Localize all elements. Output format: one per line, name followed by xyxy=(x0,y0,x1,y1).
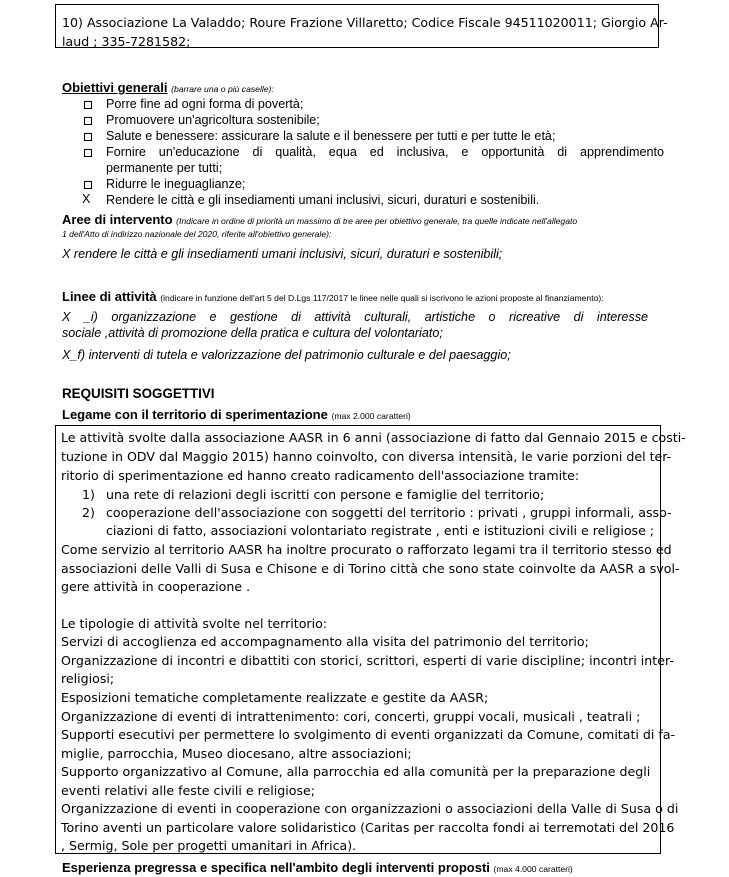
tipologie-line: Organizzazione di eventi in cooperazione con organizzazioni o associazioni della Valle di Susa o di xyxy=(61,801,679,816)
tipologie-line: Esposizioni tematiche completamente realizzate e gestite da AASR; xyxy=(61,690,489,705)
tipologie-line: religiosi; xyxy=(61,671,115,686)
requisiti-heading: REQUISITI SOGGETTIVI xyxy=(62,386,215,401)
tipologie-line: Servizi di accoglienza ed accompagnamento alla visita del patrimonio del territorio; xyxy=(61,634,589,649)
association-info-line: laud ; 335-7281582; xyxy=(62,34,191,49)
obiettivi-title: Obiettivi generali xyxy=(62,80,168,95)
aree-note-continued: 1 dell'Atto di indirizzo nazionale del 2020, riferite all'obiettivo generale): xyxy=(62,229,332,239)
tipologie-line: Supporti esecutivi per permettere lo svolgimento di eventi organizzati da Comune, comitati di fa- xyxy=(61,727,676,742)
legame-line: tuzione in ODV dal Maggio 2015) hanno coinvolto, con diversa intensità, le varie porzioni del ter- xyxy=(61,449,672,464)
esperienza-heading xyxy=(62,860,573,875)
tipologie-line: , Sermig, Sole per progetti umanitari in Africa). xyxy=(61,838,357,853)
obiettivo-item: Promuovere un'agricoltura sostenibile; xyxy=(106,113,320,127)
list-item-continued: ciazioni di fatto, associazioni volontariato registrate , enti e istituzioni civili e religiose ; xyxy=(106,523,655,538)
obiettivo-item: Ridurre le ineguaglianze; xyxy=(106,177,246,191)
tipologie-line: eventi relativi alle feste civili e religiose; xyxy=(61,783,316,798)
tipologie-line: Supporto organizzativo al Comune, alla parrocchia ed alla comunità per la preparazione degli xyxy=(61,764,651,779)
list-item: cooperazione dell'associazione con soggetti del territorio : privati , gruppi informali, asso- xyxy=(106,505,672,520)
tipologie-line: miglie, parrocchia, Museo diocesano, altre associazioni; xyxy=(61,746,412,761)
checkbox-icon[interactable] xyxy=(84,130,92,144)
legame-line: ritorio di sperimentazione ed hanno creato radicamento dell'associazione tramite: xyxy=(61,468,580,483)
aree-value: X rendere le città e gli insediamenti umani inclusivi, sicuri, duraturi e sostenibili; xyxy=(62,247,503,261)
esperienza-title: Esperienza pregressa e specifica nell'ambito degli interventi proposti xyxy=(62,860,490,875)
linea-item: X_f) interventi di tutela e valorizzazione del patrimonio culturale e del paesaggio; xyxy=(62,348,511,362)
association-info-line: 10) Associazione La Valaddo; Roure Frazione Villaretto; Codice Fiscale 94511020011; Giorgio Ar- xyxy=(62,15,668,30)
aree-note: (Indicare in ordine di priorità un massimo di tre aree per obiettivo generale, tra quelle indicate nell'allegato xyxy=(176,216,578,226)
legame-line: associazioni delle Valli di Susa e Chisone e di Torino città che sono state coinvolte da AASR a svol- xyxy=(61,561,680,576)
obiettivi-heading xyxy=(62,80,274,95)
legame-heading xyxy=(62,407,411,422)
checkbox-icon[interactable] xyxy=(84,114,92,128)
obiettivo-item: Salute e benessere: assicurare la salute e il benessere per tutti e per tutte le età; xyxy=(106,129,556,143)
obiettivo-item: Porre fine ad ogni forma di povertà; xyxy=(106,97,304,111)
checkbox-icon[interactable] xyxy=(84,146,92,160)
linea-item-continued: sociale ,attività di promozione della pratica e cultura del volontariato; xyxy=(62,326,443,340)
obiettivo-item: Fornire un'educazione di qualità, equa ed inclusiva, e opportunità di apprendimento xyxy=(106,145,664,159)
linea-item: X _i) organizzazione e gestione di attività culturali, artistiche o ricreative di interesse xyxy=(62,310,648,324)
aree-heading xyxy=(62,212,577,227)
tipologie-line: Torino aventi un particolare valore solidaristico (Caritas per raccolta fondi ai terremotati del 2016 xyxy=(61,820,675,835)
linee-title: Linee di attività xyxy=(62,289,157,304)
legame-title: Legame con il territorio di sperimentazione xyxy=(62,407,328,422)
obiettivo-item-continued: permanente per tutti; xyxy=(106,161,223,175)
obiettivo-item-selected: Rendere le città e gli insediamenti umani inclusivi, sicuri, duraturi e sostenibili. xyxy=(106,193,540,207)
checkbox-icon[interactable] xyxy=(84,178,92,192)
tipologie-line: Organizzazione di incontri e dibattiti con storici, scrittori, esperti di varie discipline; incontri inter- xyxy=(61,653,674,668)
legame-line: Le attività svolte dalla associazione AASR in 6 anni (associazione di fatto dal Gennaio 2015 e costi- xyxy=(61,430,686,445)
checkbox-icon[interactable] xyxy=(84,98,92,112)
linee-heading xyxy=(62,289,604,304)
checked-mark-icon[interactable]: X xyxy=(82,192,91,206)
legame-note: (max 2.000 caratteri) xyxy=(331,411,411,421)
association-info-box xyxy=(55,4,668,49)
tipologie-line: Organizzazione di eventi di intrattenimento: cori, concerti, gruppi vocali, musicali , teatrali ; xyxy=(61,709,641,724)
list-number: 1) xyxy=(82,487,95,502)
list-number: 2) xyxy=(82,505,95,520)
aree-title: Aree di intervento xyxy=(62,212,173,227)
legame-line: Come servizio al territorio AASR ha inoltre procurato o rafforzato legami tra il territorio stesso ed xyxy=(61,542,672,557)
tipologie-line: Le tipologie di attività svolte nel territorio: xyxy=(61,616,328,631)
list-item: una rete di relazioni degli iscritti con persone e famiglie del territorio; xyxy=(106,487,545,502)
obiettivi-note: (barrare una o più caselle): xyxy=(171,84,274,94)
legame-line: gere attività in cooperazione . xyxy=(61,579,251,594)
esperienza-note: (max 4.000 caratteri) xyxy=(493,864,573,874)
linee-note: (indicare in funzione dell'art 5 del D.Lgs 117/2017 le linee nelle quali si iscrivono le azioni proposte al finanziamento): xyxy=(160,293,604,303)
